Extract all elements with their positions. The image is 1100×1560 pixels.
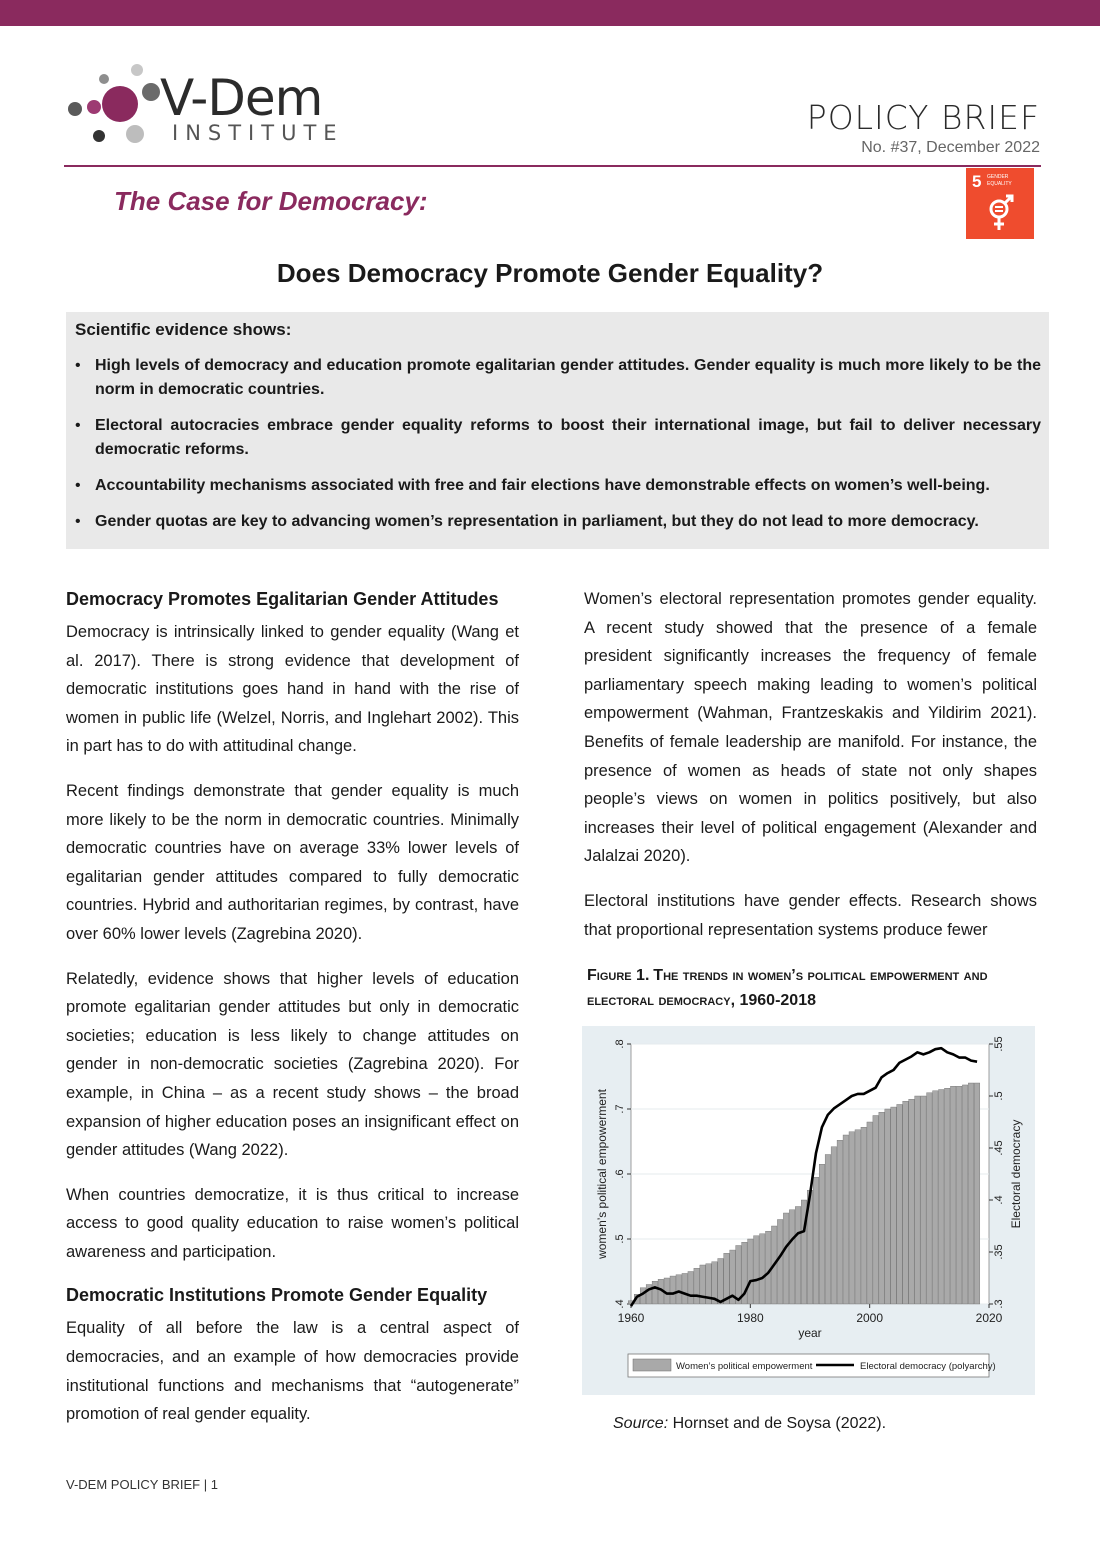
bar <box>861 1127 866 1304</box>
bar <box>652 1281 657 1304</box>
bar <box>813 1177 818 1304</box>
x-tick-label: 1980 <box>736 1311 764 1325</box>
page-title: Does Democracy Promote Gender Equality? <box>276 258 824 288</box>
evidence-item: • Accountability mechanisms associated with free and fair elections have demonstrable effects on women’s well-being. <box>75 474 1041 498</box>
y2-tick-label: .5 <box>993 1091 1005 1101</box>
policy-brief-label: POLICY BRIEF <box>806 98 1040 137</box>
y2-tick-label: .35 <box>993 1244 1005 1260</box>
bar <box>909 1099 914 1304</box>
bar <box>694 1268 699 1304</box>
bar <box>760 1234 765 1304</box>
y2-tick-label: .4 <box>993 1195 1005 1205</box>
bar <box>956 1086 961 1304</box>
figure-caption-prefix: Figure 1. <box>587 967 650 984</box>
bar <box>903 1101 908 1304</box>
logo-dots-icon <box>64 62 164 154</box>
vdem-logo <box>64 62 374 154</box>
evidence-item: • High levels of democracy and education promote egalitarian gender attitudes. Gender equality is much more likely to be the norm in democratic countries. <box>75 354 1041 402</box>
page-footer: V-DEM POLICY BRIEF | 1 <box>66 1477 218 1492</box>
bar <box>855 1130 860 1304</box>
section-heading: Democratic Institutions Promote Gender Equality <box>66 1285 488 1306</box>
legend-label: Electoral democracy (polyarchy) <box>860 1361 996 1372</box>
logo-subtitle: INSTITUTE <box>172 121 344 145</box>
figure-source <box>613 1415 886 1433</box>
sdg-badge <box>966 168 1034 239</box>
bar <box>754 1236 759 1304</box>
y-tick-label: .8 <box>614 1039 626 1049</box>
x-tick-label: 1960 <box>617 1311 645 1325</box>
y2-tick-label: .45 <box>993 1140 1005 1156</box>
evidence-list <box>75 354 1041 546</box>
bar <box>968 1083 973 1304</box>
y-tick-label: .4 <box>614 1299 626 1309</box>
legend-label: Women’s political empowerment <box>676 1361 813 1372</box>
bar <box>879 1112 884 1304</box>
sdg-label-line1: GENDER <box>987 174 1009 180</box>
bar <box>944 1088 949 1304</box>
bar <box>819 1164 824 1304</box>
paragraph: Relatedly, evidence shows that higher levels of education promote egalitarian gender attitudes but only in democratic societies; education is less likely to change attitudes on gender in non-democratic societies (Zagrebina 2020). For example, in China – as a recent study shows – the broad expansion of higher education poses an insignificant effect on gender attitudes (Wang 2022). <box>66 969 519 1160</box>
y-tick-label: .6 <box>614 1169 626 1179</box>
bar <box>867 1122 872 1304</box>
bar <box>718 1259 723 1305</box>
y2-tick-label: .3 <box>993 1299 1005 1309</box>
bar <box>843 1135 848 1304</box>
source-label: Source: <box>613 1415 669 1432</box>
bar <box>915 1096 920 1304</box>
bar <box>927 1093 932 1304</box>
brief-number: No. #37, December 2022 <box>861 139 1040 156</box>
bar <box>789 1210 794 1304</box>
logo-wordmark: V-Dem <box>160 69 323 127</box>
y-tick-label: .7 <box>614 1104 626 1114</box>
y2-tick-label: .55 <box>993 1036 1005 1052</box>
sdg-label <box>987 174 1012 188</box>
bar <box>962 1085 967 1304</box>
figure-caption <box>587 963 1037 1013</box>
bar <box>921 1096 926 1304</box>
figure-caption-text: The trends in women’s political empowerment and electoral democracy, 1960-2018 <box>587 967 988 1009</box>
bar <box>795 1207 800 1305</box>
gender-equality-icon <box>986 194 1016 234</box>
source-text: Hornset and de Soysa (2022). <box>672 1415 887 1432</box>
evidence-item: • Gender quotas are key to advancing women’s representation in parliament, but they do not lead to more democracy. <box>75 510 1041 534</box>
bar <box>897 1104 902 1304</box>
evidence-item: • Electoral autocracies embrace gender equality reforms to boost their international image, but fail to deliver necessary democratic reforms. <box>75 414 1041 462</box>
x-axis-label: year <box>798 1326 822 1340</box>
paragraph: Women’s electoral representation promotes gender equality. A recent study showed that the presence of a female president significantly increases the frequency of female parliamentary speech making leading to women’s political empowerment (Wahman, Frantzeskakis and Yildirim 2021). Benefits of female leadership are manifold. For instance, the presence of women as heads of state not only shapes people’s views on women in politics positively, but also increases their level of political engagement (Alexander and Jalalzai 2020). <box>584 590 1037 866</box>
bar <box>831 1147 836 1304</box>
bar <box>783 1213 788 1304</box>
paragraph: Democracy is intrinsically linked to gender equality (Wang et al. 2017). There is strong evidence that development of democratic institutions goes hand in hand with the rise of women in public life (Welzel, Norris, and Inglehart 2002). This in part has to do with attitudinal change. <box>66 623 519 756</box>
y-tick-label: .5 <box>614 1234 626 1244</box>
bar <box>676 1275 681 1304</box>
chart-svg <box>582 1026 1035 1395</box>
section-heading: Democracy Promotes Egalitarian Gender Attitudes <box>66 589 499 609</box>
top-color-bar <box>0 0 1100 26</box>
paragraph: Electoral institutions have gender effects. Research shows that proportional representation systems produce fewer <box>584 891 1037 939</box>
bar <box>765 1231 770 1304</box>
sdg-label-line2: EQUALITY <box>987 181 1012 187</box>
bar <box>939 1090 944 1305</box>
bar <box>825 1155 830 1305</box>
bar <box>849 1132 854 1304</box>
bar <box>837 1140 842 1304</box>
paragraph: Recent findings demonstrate that gender equality is much more likely to be the norm in democratic countries. Minimally democratic countries have on average 33% lower levels of egalitarian gender attitudes compared to fully democratic countries. Hybrid and authoritarian regimes, by contrast, have over 60% lower levels (Zagrebina 2020). <box>66 781 519 943</box>
evidence-heading: Scientific evidence shows: <box>75 320 292 339</box>
left-column <box>66 586 519 1445</box>
bar <box>933 1091 938 1304</box>
bar <box>736 1246 741 1305</box>
y-axis-label: women’s political empowerment <box>595 1089 609 1259</box>
paragraph: When countries democratize, it is thus critical to increase access to good quality education to raise women’s political awareness and participation. <box>66 1185 519 1261</box>
bar <box>688 1272 693 1305</box>
bar <box>891 1107 896 1304</box>
x-tick-label: 2020 <box>975 1311 1003 1325</box>
y2-axis-label: Electoral democracy <box>1009 1119 1023 1229</box>
bar <box>885 1109 890 1304</box>
paragraph: Equality of all before the law is a central aspect of democracies, and an example of how democracies provide institutional functions and mechanisms that “autogenerate” promotion of real gender equality. <box>66 1319 519 1424</box>
series-title: The Case for Democracy: <box>114 186 428 216</box>
figure-chart <box>582 1026 1035 1395</box>
header-rule <box>64 165 1041 167</box>
x-tick-label: 2000 <box>856 1311 884 1325</box>
bar <box>777 1220 782 1305</box>
bar <box>682 1273 687 1304</box>
bar <box>950 1086 955 1304</box>
right-column <box>584 585 1037 960</box>
sdg-number: 5 <box>972 172 982 191</box>
legend-swatch-bar <box>633 1359 671 1371</box>
bar <box>748 1239 753 1304</box>
evidence-box <box>66 312 1049 549</box>
bar <box>670 1276 675 1304</box>
bar <box>974 1083 979 1304</box>
bar <box>873 1116 878 1305</box>
